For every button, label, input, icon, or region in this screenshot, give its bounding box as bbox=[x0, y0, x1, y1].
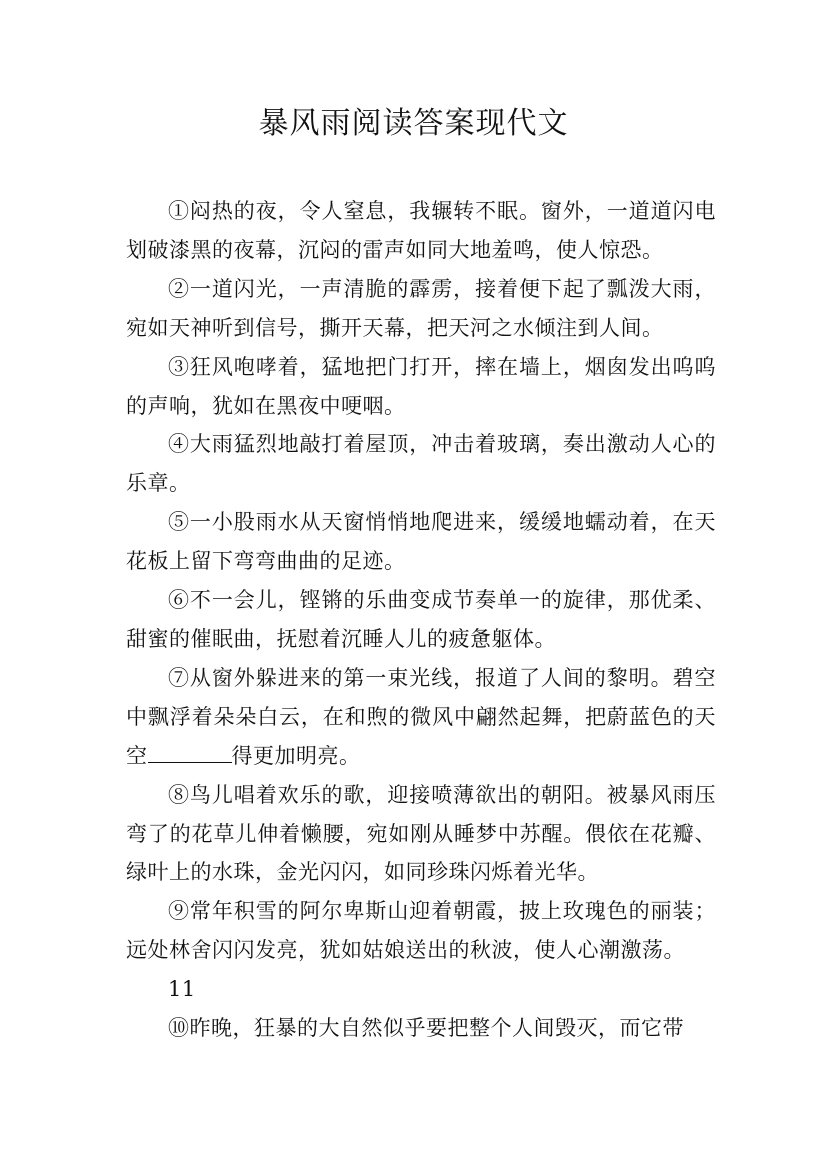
paragraph-4: ④大雨猛烈地敲打着屋顶，冲击着玻璃，奏出激动人心的乐章。 bbox=[126, 432, 716, 496]
page-title: 暴风雨阅读答案现代文 bbox=[258, 106, 569, 141]
paragraph-8: ⑧鸟儿唱着欢乐的歌，迎接喷薄欲出的朝阳。被暴风雨压弯了的花草儿伸着懒腰，宛如刚从睡梦中苏醒。偎依在花瓣、绿叶上的水珠，金光闪闪，如同珍珠闪烁着光华。 bbox=[126, 782, 716, 885]
paragraph-2: ②一道闪光，一声清脆的霹雳，接着便下起了瓢泼大雨，宛如天神听到信号，撕开天幕，把天河之水倾注到人间。 bbox=[126, 276, 716, 340]
paragraph-7-text-after-blank: 得更加明亮。 bbox=[231, 743, 361, 768]
paragraph-7 bbox=[126, 659, 716, 776]
article-body bbox=[126, 192, 716, 1048]
paragraph-7-text-before-blank: ⑦从窗外躲进来的第一束光线，报道了人间的黎明。碧空中飘浮着朵朵白云，在和煦的微风中翩然起舞，把蔚蓝色的天空 bbox=[126, 665, 716, 768]
paragraph-9: ⑨常年积雪的阿尔卑斯山迎着朝霞，披上玫瑰色的丽装；远处林舍闪闪发亮，犹如姑娘送出的秋波，使人心潮激荡。 bbox=[126, 899, 716, 963]
paragraph-10: ⑩昨晚，狂暴的大自然似乎要把整个人间毁灭，而它带 bbox=[168, 1016, 684, 1041]
fill-in-blank bbox=[148, 744, 232, 763]
paragraph-3: ③狂风咆哮着，猛地把门打开，摔在墙上，烟囱发出呜呜的声响，犹如在黑夜中哽咽。 bbox=[126, 354, 716, 418]
paragraph-5: ⑤一小股雨水从天窗悄悄地爬进来，缓缓地蠕动着，在天花板上留下弯弯曲曲的足迹。 bbox=[126, 510, 716, 574]
paragraph-1: ①闷热的夜，令人窒息，我辗转不眠。窗外，一道道闪电划破漆黑的夜幕，沉闷的雷声如同大地羞鸣，使人惊恐。 bbox=[126, 199, 716, 262]
paragraph-number-11: 11 bbox=[168, 977, 196, 1002]
paragraph-6: ⑥不一会儿，铿锵的乐曲变成节奏单一的旋律，那优柔、甜蜜的催眠曲，抚慰着沉睡人儿的疲惫躯体。 bbox=[126, 588, 716, 651]
